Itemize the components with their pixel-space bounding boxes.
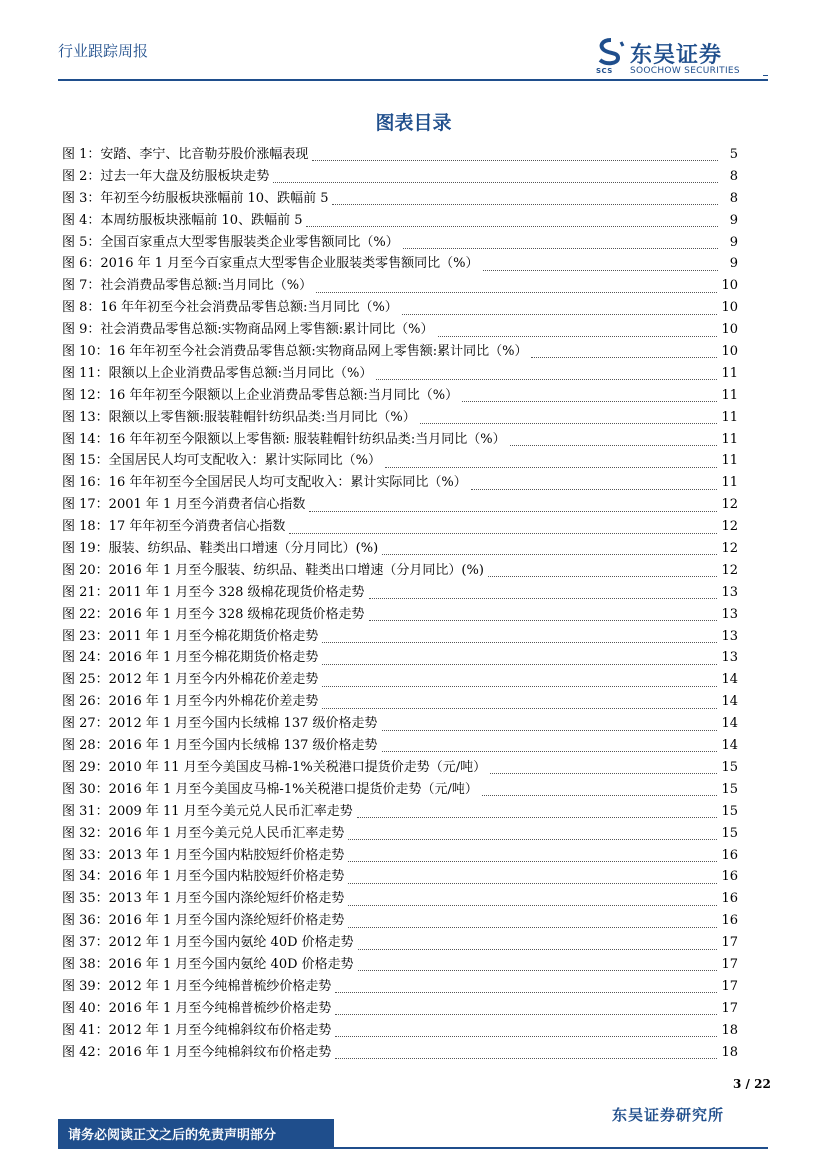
toc-entry[interactable] bbox=[62, 801, 738, 823]
toc-entry-page: 16 bbox=[721, 891, 738, 907]
toc-dot-leader bbox=[322, 680, 717, 687]
toc-dot-leader bbox=[332, 198, 718, 205]
toc-entry-page: 15 bbox=[721, 825, 738, 841]
toc-dot-leader bbox=[483, 264, 718, 271]
toc-entry[interactable] bbox=[62, 669, 738, 691]
footer-divider bbox=[58, 1147, 768, 1149]
toc-entry-page: 9 bbox=[729, 256, 738, 272]
toc-entry-label: 图 11：限额以上企业消费品零售总额:当月同比（%） bbox=[62, 365, 373, 381]
toc-entry-label: 图 21：2011 年 1 月至今 328 级棉花现货价格走势 bbox=[62, 584, 365, 600]
toc-entry-page: 12 bbox=[721, 497, 738, 513]
toc-dot-leader bbox=[420, 417, 718, 424]
toc-entry[interactable] bbox=[62, 954, 738, 976]
toc-entry-label: 图 31：2009 年 11 月至今美元兑人民币汇率走势 bbox=[62, 803, 353, 819]
toc-entry[interactable] bbox=[62, 166, 738, 188]
toc-dot-leader bbox=[322, 702, 717, 709]
toc-entry[interactable] bbox=[62, 845, 738, 867]
toc-entry-label: 图 28：2016 年 1 月至今国内长绒棉 137 级价格走势 bbox=[62, 738, 378, 754]
toc-entry-page: 14 bbox=[721, 716, 738, 732]
toc-entry-page: 16 bbox=[721, 869, 738, 885]
toc-entry-label: 图 20：2016 年 1 月至今服装、纺织品、鞋类出口增速（分月同比）(%) bbox=[62, 562, 484, 578]
toc-dot-leader bbox=[316, 286, 717, 293]
toc-entry[interactable] bbox=[62, 647, 738, 669]
toc-entry-page: 11 bbox=[721, 365, 738, 381]
toc-entry-label: 图 35：2013 年 1 月至今国内涤纶短纤价格走势 bbox=[62, 891, 345, 907]
toc-entry-page: 11 bbox=[721, 453, 738, 469]
toc-entry-page: 10 bbox=[721, 322, 738, 338]
toc-entry-label: 图 6：2016 年 1 月至今百家重点大型零售企业服装类零售额同比（%） bbox=[62, 256, 479, 272]
toc-entry[interactable] bbox=[62, 888, 738, 910]
toc-entry-label: 图 33：2013 年 1 月至今国内粘胶短纤价格走势 bbox=[62, 847, 345, 863]
toc-entry-page: 14 bbox=[721, 672, 738, 688]
toc-entry[interactable] bbox=[62, 1020, 738, 1042]
toc-entry[interactable] bbox=[62, 560, 738, 582]
toc-entry[interactable] bbox=[62, 297, 738, 319]
toc-dot-leader bbox=[490, 767, 717, 774]
toc-entry[interactable] bbox=[62, 779, 738, 801]
toc-entry-label: 图 40：2016 年 1 月至今纯棉普梳纱价格走势 bbox=[62, 1000, 332, 1016]
toc-list bbox=[62, 144, 738, 1063]
toc-entry[interactable] bbox=[62, 582, 738, 604]
toc-entry-label: 图 5：全国百家重点大型零售服装类企业零售额同比（%） bbox=[62, 234, 399, 250]
toc-entry-page: 10 bbox=[721, 278, 738, 294]
footer-org: 东吴证券研究所 bbox=[612, 1106, 725, 1124]
toc-entry-page: 12 bbox=[721, 562, 738, 578]
toc-entry-label: 图 15：全国居民人均可支配收入：累计实际同比（%） bbox=[62, 453, 382, 469]
toc-entry-label: 图 1：安踏、李宁、比音勒芬股价涨幅表现 bbox=[62, 147, 309, 162]
toc-entry-page: 14 bbox=[721, 738, 738, 754]
toc-dot-leader bbox=[335, 1030, 717, 1037]
toc-dot-leader bbox=[335, 1052, 717, 1059]
toc-entry[interactable] bbox=[62, 976, 738, 998]
toc-entry-page: 16 bbox=[721, 847, 738, 863]
toc-entry[interactable] bbox=[62, 691, 738, 713]
toc-entry[interactable] bbox=[62, 1042, 738, 1064]
toc-dot-leader bbox=[376, 373, 717, 380]
toc-dot-leader bbox=[348, 899, 717, 906]
toc-entry[interactable] bbox=[62, 538, 738, 560]
toc-title: 图表目录 bbox=[375, 112, 452, 134]
toc-entry-label: 图 3：年初至今纺服板块涨幅前 10、跌幅前 5 bbox=[62, 190, 329, 206]
toc-entry-page: 13 bbox=[721, 650, 738, 666]
toc-entry-label: 图 16：16 年年初至今全国居民人均可支配收入：累计实际同比（%） bbox=[62, 475, 467, 491]
toc-entry[interactable] bbox=[62, 626, 738, 648]
toc-entry[interactable] bbox=[62, 144, 738, 166]
toc-entry-label: 图 41：2012 年 1 月至今纯棉斜纹布价格走势 bbox=[62, 1022, 332, 1038]
soochow-logo-icon bbox=[596, 38, 626, 66]
toc-entry[interactable] bbox=[62, 494, 738, 516]
toc-entry-page: 17 bbox=[721, 956, 738, 972]
toc-entry[interactable] bbox=[62, 232, 738, 254]
toc-entry-page: 12 bbox=[721, 541, 738, 557]
toc-entry-label: 图 22：2016 年 1 月至今 328 级棉花现货价格走势 bbox=[62, 606, 365, 622]
logo-abbrev: SCS bbox=[596, 67, 613, 75]
toc-entry-page: 8 bbox=[729, 190, 738, 206]
toc-dot-leader bbox=[357, 811, 718, 818]
toc-entry-page: 9 bbox=[729, 234, 738, 250]
toc-entry-page: 10 bbox=[721, 300, 738, 316]
toc-entry[interactable] bbox=[62, 516, 738, 538]
toc-entry-page: 11 bbox=[721, 409, 738, 425]
toc-entry[interactable] bbox=[62, 757, 738, 779]
toc-dot-leader bbox=[312, 154, 718, 161]
toc-entry-label: 图 19：服装、纺织品、鞋类出口增速（分月同比）(%) bbox=[62, 541, 379, 557]
company-logo bbox=[596, 38, 766, 78]
toc-entry-label: 图 8：16 年年初至今社会消费品零售总额:当月同比（%） bbox=[62, 300, 398, 316]
toc-entry-label: 图 42：2016 年 1 月至今纯棉斜纹布价格走势 bbox=[62, 1044, 332, 1060]
toc-entry[interactable] bbox=[62, 450, 738, 472]
toc-entry-label: 图 4：本周纺服板块涨幅前 10、跌幅前 5 bbox=[62, 212, 303, 228]
toc-entry-label: 图 2：过去一年大盘及纺服板块走势 bbox=[62, 168, 270, 184]
toc-entry-page: 16 bbox=[721, 913, 738, 929]
toc-entry-label: 图 32：2016 年 1 月至今美元兑人民币汇率走势 bbox=[62, 825, 345, 841]
toc-entry-label: 图 18：17 年年初至今消费者信心指数 bbox=[62, 519, 286, 535]
toc-entry[interactable] bbox=[62, 713, 738, 735]
toc-entry-page: 15 bbox=[721, 803, 738, 819]
toc-entry-page: 15 bbox=[721, 781, 738, 797]
toc-entry-page: 15 bbox=[721, 759, 738, 775]
toc-entry[interactable] bbox=[62, 363, 738, 385]
toc-dot-leader bbox=[348, 855, 717, 862]
toc-entry[interactable] bbox=[62, 275, 738, 297]
toc-entry-label: 图 14：16 年年初至今限额以上零售额: 服装鞋帽针纺织品类:当月同比（%） bbox=[62, 431, 506, 447]
toc-entry-page: 13 bbox=[721, 606, 738, 622]
toc-entry[interactable] bbox=[62, 188, 738, 210]
toc-entry[interactable] bbox=[62, 998, 738, 1020]
toc-entry-page: 17 bbox=[721, 1000, 738, 1016]
toc-entry-label: 图 34：2016 年 1 月至今国内粘胶短纤价格走势 bbox=[62, 869, 345, 885]
toc-entry-page: 13 bbox=[721, 628, 738, 644]
toc-entry-page: 11 bbox=[721, 475, 738, 491]
toc-entry-label: 图 39：2012 年 1 月至今纯棉普梳纱价格走势 bbox=[62, 978, 332, 994]
toc-entry[interactable] bbox=[62, 407, 738, 429]
toc-entry-label: 图 10：16 年年初至今社会消费品零售总额:实物商品网上零售额:累计同比（%） bbox=[62, 344, 528, 360]
toc-entry-label: 图 26：2016 年 1 月至今内外棉花价差走势 bbox=[62, 694, 319, 710]
toc-entry-page: 18 bbox=[721, 1022, 738, 1038]
toc-dot-leader bbox=[382, 745, 718, 752]
toc-dot-leader bbox=[438, 330, 718, 337]
toc-entry-label: 图 23：2011 年 1 月至今棉花期货价格走势 bbox=[62, 628, 319, 644]
toc-entry-label: 图 9：社会消费品零售总额:实物商品网上零售额:累计同比（%） bbox=[62, 322, 434, 338]
toc-dot-leader bbox=[358, 943, 718, 950]
toc-dot-leader bbox=[488, 570, 718, 577]
disclaimer-text: 请务必阅读正文之后的免责声明部分 bbox=[68, 1128, 277, 1143]
toc-dot-leader bbox=[322, 636, 717, 643]
toc-entry[interactable] bbox=[62, 735, 738, 757]
toc-entry[interactable] bbox=[62, 604, 738, 626]
toc-dot-leader bbox=[403, 242, 718, 249]
toc-entry-page: 10 bbox=[721, 344, 738, 360]
toc-entry-page: 8 bbox=[729, 168, 738, 184]
toc-entry[interactable] bbox=[62, 429, 738, 451]
toc-dot-leader bbox=[358, 964, 718, 971]
toc-entry-page: 12 bbox=[721, 519, 738, 535]
toc-entry-label: 图 36：2016 年 1 月至今国内涤纶短纤价格走势 bbox=[62, 913, 345, 929]
toc-entry-label: 图 27：2012 年 1 月至今国内长绒棉 137 级价格走势 bbox=[62, 716, 378, 732]
toc-entry-label: 图 17：2001 年 1 月至今消费者信心指数 bbox=[62, 497, 306, 513]
toc-entry[interactable] bbox=[62, 866, 738, 888]
logo-name-en: SOOCHOW SECURITIES bbox=[630, 66, 740, 76]
toc-dot-leader bbox=[289, 527, 717, 534]
toc-entry-page: 14 bbox=[721, 694, 738, 710]
toc-dot-leader bbox=[382, 548, 717, 555]
toc-entry-label: 图 38：2016 年 1 月至今国内氨纶 40D 价格走势 bbox=[62, 956, 354, 972]
toc-entry-page: 9 bbox=[729, 212, 738, 228]
toc-dot-leader bbox=[402, 308, 718, 315]
toc-dot-leader bbox=[385, 461, 717, 468]
toc-entry[interactable] bbox=[62, 385, 738, 407]
toc-dot-leader bbox=[348, 921, 717, 928]
toc-dot-leader bbox=[369, 592, 718, 599]
toc-dot-leader bbox=[306, 220, 718, 227]
toc-dot-leader bbox=[510, 439, 718, 446]
toc-entry[interactable] bbox=[62, 210, 738, 232]
report-type-label: 行业跟踪周报 bbox=[58, 42, 149, 60]
toc-entry-label: 图 24：2016 年 1 月至今棉花期货价格走势 bbox=[62, 650, 319, 666]
toc-dot-leader bbox=[382, 724, 718, 731]
toc-entry-label: 图 30：2016 年 1 月至今美国皮马棉-1%关税港口提货价走势（元/吨） bbox=[62, 781, 478, 797]
toc-entry-label: 图 12：16 年年初至今限额以上企业消费品零售总额:当月同比（%） bbox=[62, 387, 459, 403]
toc-entry-page: 11 bbox=[721, 431, 738, 447]
toc-dot-leader bbox=[471, 483, 718, 490]
toc-entry-label: 图 37：2012 年 1 月至今国内氨纶 40D 价格走势 bbox=[62, 935, 354, 951]
toc-entry-page: 17 bbox=[721, 978, 738, 994]
toc-dot-leader bbox=[335, 986, 717, 993]
toc-dot-leader bbox=[531, 351, 717, 358]
toc-entry[interactable] bbox=[62, 910, 738, 932]
toc-entry-label: 图 25：2012 年 1 月至今内外棉花价差走势 bbox=[62, 672, 319, 688]
logo-name-cn: 东吴证券 bbox=[630, 43, 723, 68]
toc-entry[interactable] bbox=[62, 341, 738, 363]
toc-dot-leader bbox=[348, 877, 717, 884]
toc-entry-page: 11 bbox=[721, 387, 738, 403]
toc-entry[interactable] bbox=[62, 253, 738, 275]
toc-dot-leader bbox=[322, 658, 717, 665]
toc-dot-leader bbox=[273, 176, 718, 183]
header-divider-tick bbox=[763, 75, 768, 76]
toc-entry[interactable] bbox=[62, 319, 738, 341]
toc-dot-leader bbox=[369, 614, 718, 621]
toc-entry-page: 17 bbox=[721, 935, 738, 951]
toc-dot-leader bbox=[348, 833, 717, 840]
toc-dot-leader bbox=[482, 789, 718, 796]
toc-entry-page: 13 bbox=[721, 584, 738, 600]
toc-entry[interactable] bbox=[62, 932, 738, 954]
toc-dot-leader bbox=[309, 505, 717, 512]
page-indicator: 3 / 22 bbox=[733, 1077, 771, 1091]
toc-entry[interactable] bbox=[62, 472, 738, 494]
toc-dot-leader bbox=[335, 1008, 717, 1015]
toc-entry-page: 5 bbox=[729, 147, 738, 162]
toc-entry-label: 图 13：限额以上零售额:服装鞋帽针纺织品类:当月同比（%） bbox=[62, 409, 416, 425]
header-divider bbox=[58, 79, 768, 81]
toc-dot-leader bbox=[462, 395, 717, 402]
toc-entry-label: 图 29：2010 年 11 月至今美国皮马棉-1%关税港口提货价走势（元/吨） bbox=[62, 759, 487, 775]
toc-entry[interactable] bbox=[62, 823, 738, 845]
toc-entry-label: 图 7：社会消费品零售总额:当月同比（%） bbox=[62, 278, 313, 294]
toc-entry-page: 18 bbox=[721, 1044, 738, 1060]
